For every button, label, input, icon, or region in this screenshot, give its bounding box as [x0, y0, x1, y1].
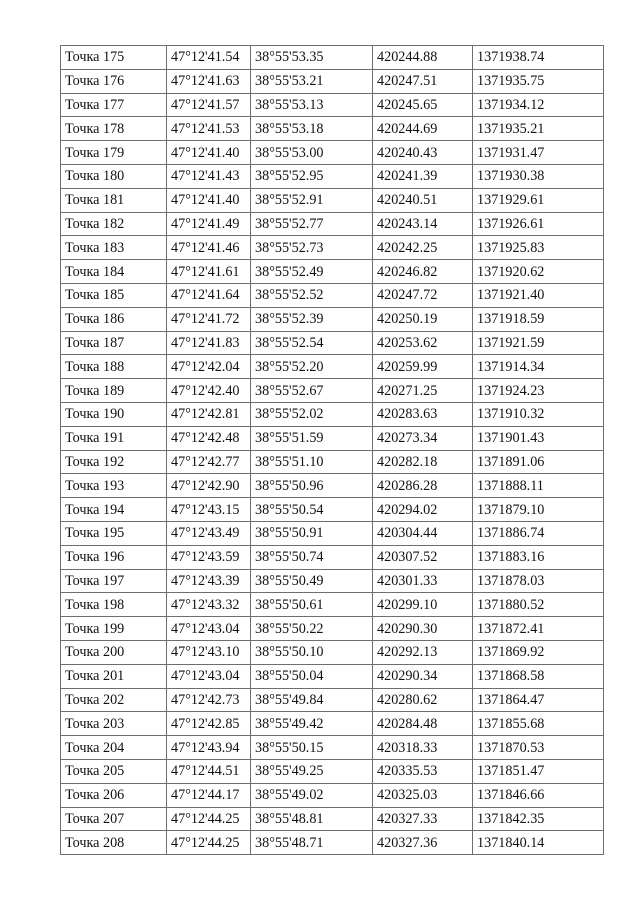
- longitude-cell: 38°55'50.96: [251, 474, 373, 498]
- latitude-cell: 47°12'41.63: [167, 69, 251, 93]
- longitude-cell: 38°55'52.02: [251, 402, 373, 426]
- x-coordinate-cell: 420286.28: [373, 474, 473, 498]
- point-name-cell: Точка 206: [61, 783, 167, 807]
- y-coordinate-cell: 1371879.10: [473, 498, 604, 522]
- latitude-cell: 47°12'41.61: [167, 260, 251, 284]
- table-row: [61, 69, 604, 93]
- x-coordinate-cell: 420304.44: [373, 521, 473, 545]
- latitude-cell: 47°12'42.81: [167, 402, 251, 426]
- point-name-cell: Точка 177: [61, 93, 167, 117]
- longitude-cell: 38°55'52.67: [251, 379, 373, 403]
- latitude-cell: 47°12'41.40: [167, 188, 251, 212]
- latitude-cell: 47°12'43.15: [167, 498, 251, 522]
- longitude-cell: 38°55'52.77: [251, 212, 373, 236]
- longitude-cell: 38°55'50.74: [251, 545, 373, 569]
- x-coordinate-cell: 420241.39: [373, 164, 473, 188]
- point-name-cell: Точка 205: [61, 759, 167, 783]
- y-coordinate-cell: 1371934.12: [473, 93, 604, 117]
- longitude-cell: 38°55'50.04: [251, 664, 373, 688]
- y-coordinate-cell: 1371872.41: [473, 617, 604, 641]
- x-coordinate-cell: 420240.51: [373, 188, 473, 212]
- table-row: [61, 640, 604, 664]
- table-row: [61, 331, 604, 355]
- x-coordinate-cell: 420282.18: [373, 450, 473, 474]
- x-coordinate-cell: 420243.14: [373, 212, 473, 236]
- y-coordinate-cell: 1371930.38: [473, 164, 604, 188]
- table-row: [61, 712, 604, 736]
- longitude-cell: 38°55'48.81: [251, 807, 373, 831]
- y-coordinate-cell: 1371929.61: [473, 188, 604, 212]
- latitude-cell: 47°12'43.32: [167, 593, 251, 617]
- latitude-cell: 47°12'41.54: [167, 46, 251, 70]
- x-coordinate-cell: 420301.33: [373, 569, 473, 593]
- latitude-cell: 47°12'43.39: [167, 569, 251, 593]
- table-row: [61, 593, 604, 617]
- table-row: [61, 545, 604, 569]
- point-name-cell: Точка 200: [61, 640, 167, 664]
- point-name-cell: Точка 194: [61, 498, 167, 522]
- longitude-cell: 38°55'50.91: [251, 521, 373, 545]
- table-row: [61, 402, 604, 426]
- y-coordinate-cell: 1371886.74: [473, 521, 604, 545]
- latitude-cell: 47°12'43.04: [167, 617, 251, 641]
- y-coordinate-cell: 1371840.14: [473, 831, 604, 855]
- longitude-cell: 38°55'50.54: [251, 498, 373, 522]
- latitude-cell: 47°12'41.53: [167, 117, 251, 141]
- x-coordinate-cell: 420299.10: [373, 593, 473, 617]
- y-coordinate-cell: 1371869.92: [473, 640, 604, 664]
- point-name-cell: Точка 181: [61, 188, 167, 212]
- point-name-cell: Точка 197: [61, 569, 167, 593]
- latitude-cell: 47°12'41.72: [167, 307, 251, 331]
- longitude-cell: 38°55'52.73: [251, 236, 373, 260]
- table-row: [61, 450, 604, 474]
- point-name-cell: Точка 186: [61, 307, 167, 331]
- x-coordinate-cell: 420245.65: [373, 93, 473, 117]
- table-row: [61, 759, 604, 783]
- point-name-cell: Точка 185: [61, 283, 167, 307]
- point-name-cell: Точка 192: [61, 450, 167, 474]
- y-coordinate-cell: 1371925.83: [473, 236, 604, 260]
- x-coordinate-cell: 420284.48: [373, 712, 473, 736]
- point-name-cell: Точка 193: [61, 474, 167, 498]
- table-row: [61, 236, 604, 260]
- longitude-cell: 38°55'52.20: [251, 355, 373, 379]
- y-coordinate-cell: 1371842.35: [473, 807, 604, 831]
- longitude-cell: 38°55'53.21: [251, 69, 373, 93]
- point-name-cell: Точка 189: [61, 379, 167, 403]
- y-coordinate-cell: 1371846.66: [473, 783, 604, 807]
- longitude-cell: 38°55'53.35: [251, 46, 373, 70]
- table-row: [61, 688, 604, 712]
- y-coordinate-cell: 1371935.75: [473, 69, 604, 93]
- x-coordinate-cell: 420271.25: [373, 379, 473, 403]
- table-row: [61, 141, 604, 165]
- y-coordinate-cell: 1371870.53: [473, 736, 604, 760]
- point-name-cell: Точка 183: [61, 236, 167, 260]
- point-name-cell: Точка 198: [61, 593, 167, 617]
- x-coordinate-cell: 420242.25: [373, 236, 473, 260]
- latitude-cell: 47°12'43.10: [167, 640, 251, 664]
- longitude-cell: 38°55'49.42: [251, 712, 373, 736]
- table-row: [61, 807, 604, 831]
- table-row: [61, 569, 604, 593]
- latitude-cell: 47°12'41.83: [167, 331, 251, 355]
- x-coordinate-cell: 420318.33: [373, 736, 473, 760]
- table-row: [61, 93, 604, 117]
- longitude-cell: 38°55'52.54: [251, 331, 373, 355]
- y-coordinate-cell: 1371921.59: [473, 331, 604, 355]
- latitude-cell: 47°12'42.40: [167, 379, 251, 403]
- latitude-cell: 47°12'44.51: [167, 759, 251, 783]
- table-row: [61, 498, 604, 522]
- y-coordinate-cell: 1371868.58: [473, 664, 604, 688]
- table-row: [61, 783, 604, 807]
- coordinates-table-body: [61, 46, 604, 855]
- longitude-cell: 38°55'48.71: [251, 831, 373, 855]
- y-coordinate-cell: 1371921.40: [473, 283, 604, 307]
- latitude-cell: 47°12'41.49: [167, 212, 251, 236]
- y-coordinate-cell: 1371920.62: [473, 260, 604, 284]
- longitude-cell: 38°55'51.59: [251, 426, 373, 450]
- x-coordinate-cell: 420290.30: [373, 617, 473, 641]
- table-row: [61, 212, 604, 236]
- point-name-cell: Точка 208: [61, 831, 167, 855]
- latitude-cell: 47°12'43.49: [167, 521, 251, 545]
- x-coordinate-cell: 420292.13: [373, 640, 473, 664]
- longitude-cell: 38°55'52.39: [251, 307, 373, 331]
- x-coordinate-cell: 420290.34: [373, 664, 473, 688]
- y-coordinate-cell: 1371938.74: [473, 46, 604, 70]
- x-coordinate-cell: 420327.33: [373, 807, 473, 831]
- longitude-cell: 38°55'50.10: [251, 640, 373, 664]
- point-name-cell: Точка 187: [61, 331, 167, 355]
- point-name-cell: Точка 195: [61, 521, 167, 545]
- y-coordinate-cell: 1371880.52: [473, 593, 604, 617]
- latitude-cell: 47°12'42.73: [167, 688, 251, 712]
- longitude-cell: 38°55'50.49: [251, 569, 373, 593]
- x-coordinate-cell: 420280.62: [373, 688, 473, 712]
- table-row: [61, 521, 604, 545]
- longitude-cell: 38°55'52.91: [251, 188, 373, 212]
- x-coordinate-cell: 420246.82: [373, 260, 473, 284]
- y-coordinate-cell: 1371855.68: [473, 712, 604, 736]
- table-row: [61, 474, 604, 498]
- table-row: [61, 283, 604, 307]
- x-coordinate-cell: 420273.34: [373, 426, 473, 450]
- longitude-cell: 38°55'51.10: [251, 450, 373, 474]
- point-name-cell: Точка 207: [61, 807, 167, 831]
- longitude-cell: 38°55'49.02: [251, 783, 373, 807]
- point-name-cell: Точка 204: [61, 736, 167, 760]
- longitude-cell: 38°55'50.61: [251, 593, 373, 617]
- y-coordinate-cell: 1371918.59: [473, 307, 604, 331]
- point-name-cell: Точка 203: [61, 712, 167, 736]
- x-coordinate-cell: 420259.99: [373, 355, 473, 379]
- y-coordinate-cell: 1371924.23: [473, 379, 604, 403]
- table-row: [61, 379, 604, 403]
- table-row: [61, 664, 604, 688]
- y-coordinate-cell: 1371883.16: [473, 545, 604, 569]
- latitude-cell: 47°12'42.85: [167, 712, 251, 736]
- latitude-cell: 47°12'44.25: [167, 831, 251, 855]
- table-row: [61, 736, 604, 760]
- x-coordinate-cell: 420250.19: [373, 307, 473, 331]
- y-coordinate-cell: 1371851.47: [473, 759, 604, 783]
- x-coordinate-cell: 420240.43: [373, 141, 473, 165]
- latitude-cell: 47°12'42.90: [167, 474, 251, 498]
- longitude-cell: 38°55'53.18: [251, 117, 373, 141]
- longitude-cell: 38°55'50.22: [251, 617, 373, 641]
- point-name-cell: Точка 176: [61, 69, 167, 93]
- table-row: [61, 617, 604, 641]
- table-row: [61, 426, 604, 450]
- latitude-cell: 47°12'42.77: [167, 450, 251, 474]
- latitude-cell: 47°12'44.17: [167, 783, 251, 807]
- table-row: [61, 831, 604, 855]
- point-name-cell: Точка 179: [61, 141, 167, 165]
- x-coordinate-cell: 420247.51: [373, 69, 473, 93]
- point-name-cell: Точка 201: [61, 664, 167, 688]
- x-coordinate-cell: 420244.69: [373, 117, 473, 141]
- y-coordinate-cell: 1371931.47: [473, 141, 604, 165]
- table-row: [61, 46, 604, 70]
- y-coordinate-cell: 1371910.32: [473, 402, 604, 426]
- longitude-cell: 38°55'49.84: [251, 688, 373, 712]
- latitude-cell: 47°12'41.64: [167, 283, 251, 307]
- coordinates-table: [60, 45, 604, 855]
- table-row: [61, 117, 604, 141]
- latitude-cell: 47°12'42.04: [167, 355, 251, 379]
- point-name-cell: Точка 199: [61, 617, 167, 641]
- y-coordinate-cell: 1371935.21: [473, 117, 604, 141]
- table-row: [61, 164, 604, 188]
- latitude-cell: 47°12'41.40: [167, 141, 251, 165]
- y-coordinate-cell: 1371891.06: [473, 450, 604, 474]
- x-coordinate-cell: 420307.52: [373, 545, 473, 569]
- point-name-cell: Точка 180: [61, 164, 167, 188]
- y-coordinate-cell: 1371926.61: [473, 212, 604, 236]
- latitude-cell: 47°12'41.57: [167, 93, 251, 117]
- latitude-cell: 47°12'44.25: [167, 807, 251, 831]
- document-page: [60, 45, 603, 855]
- latitude-cell: 47°12'43.94: [167, 736, 251, 760]
- table-row: [61, 355, 604, 379]
- x-coordinate-cell: 420335.53: [373, 759, 473, 783]
- point-name-cell: Точка 182: [61, 212, 167, 236]
- latitude-cell: 47°12'42.48: [167, 426, 251, 450]
- longitude-cell: 38°55'52.52: [251, 283, 373, 307]
- longitude-cell: 38°55'52.95: [251, 164, 373, 188]
- latitude-cell: 47°12'41.43: [167, 164, 251, 188]
- point-name-cell: Точка 196: [61, 545, 167, 569]
- table-row: [61, 307, 604, 331]
- x-coordinate-cell: 420247.72: [373, 283, 473, 307]
- latitude-cell: 47°12'41.46: [167, 236, 251, 260]
- y-coordinate-cell: 1371914.34: [473, 355, 604, 379]
- point-name-cell: Точка 202: [61, 688, 167, 712]
- longitude-cell: 38°55'52.49: [251, 260, 373, 284]
- longitude-cell: 38°55'53.00: [251, 141, 373, 165]
- longitude-cell: 38°55'50.15: [251, 736, 373, 760]
- x-coordinate-cell: 420253.62: [373, 331, 473, 355]
- x-coordinate-cell: 420325.03: [373, 783, 473, 807]
- point-name-cell: Точка 175: [61, 46, 167, 70]
- point-name-cell: Точка 178: [61, 117, 167, 141]
- y-coordinate-cell: 1371901.43: [473, 426, 604, 450]
- latitude-cell: 47°12'43.04: [167, 664, 251, 688]
- y-coordinate-cell: 1371864.47: [473, 688, 604, 712]
- x-coordinate-cell: 420283.63: [373, 402, 473, 426]
- longitude-cell: 38°55'53.13: [251, 93, 373, 117]
- y-coordinate-cell: 1371878.03: [473, 569, 604, 593]
- table-row: [61, 188, 604, 212]
- point-name-cell: Точка 188: [61, 355, 167, 379]
- point-name-cell: Точка 190: [61, 402, 167, 426]
- y-coordinate-cell: 1371888.11: [473, 474, 604, 498]
- x-coordinate-cell: 420244.88: [373, 46, 473, 70]
- point-name-cell: Точка 184: [61, 260, 167, 284]
- table-row: [61, 260, 604, 284]
- point-name-cell: Точка 191: [61, 426, 167, 450]
- longitude-cell: 38°55'49.25: [251, 759, 373, 783]
- x-coordinate-cell: 420294.02: [373, 498, 473, 522]
- latitude-cell: 47°12'43.59: [167, 545, 251, 569]
- x-coordinate-cell: 420327.36: [373, 831, 473, 855]
